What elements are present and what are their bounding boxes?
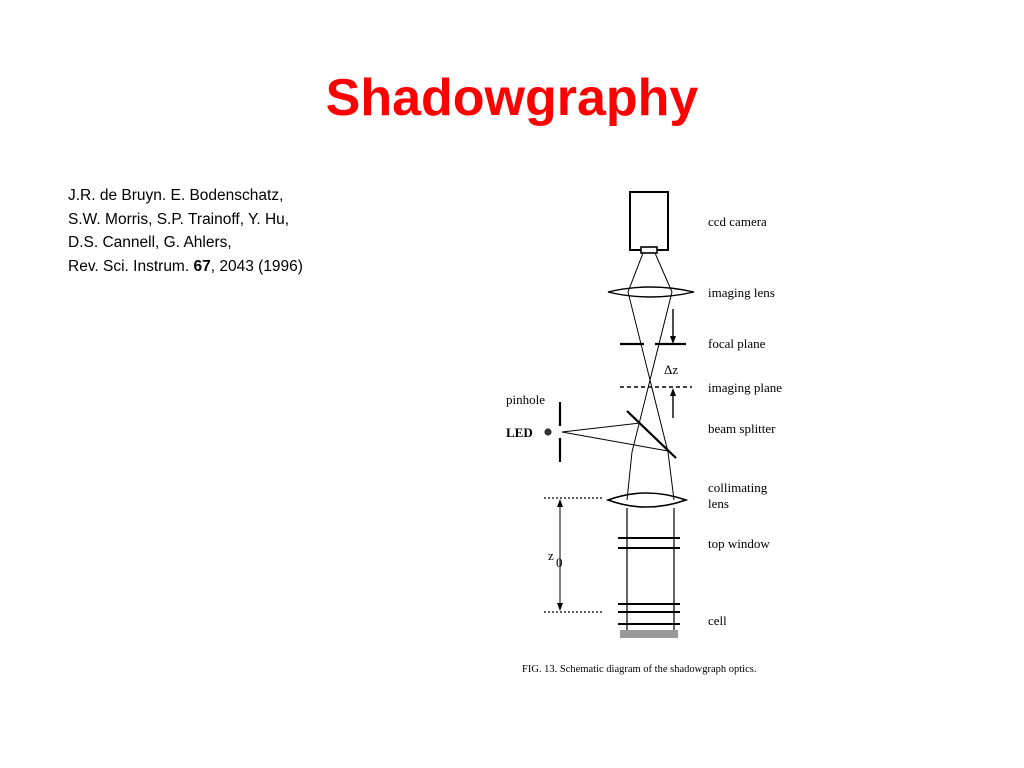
- label-z0-main: z: [548, 548, 554, 563]
- label-lens: lens: [708, 496, 729, 511]
- cell-bottom: [620, 630, 678, 638]
- imaging-lens: [608, 287, 694, 297]
- label-ccd-camera: ccd camera: [708, 214, 767, 229]
- beam-splitter: [627, 411, 676, 458]
- label-collimating: collimating: [708, 480, 768, 495]
- label-imaging-plane: imaging plane: [708, 380, 783, 395]
- led-icon: [544, 428, 551, 435]
- label-z0-subscript: 0: [556, 555, 563, 570]
- slide-title: Shadowgraphy: [325, 69, 699, 127]
- reference-volume: 67: [193, 257, 211, 275]
- ccd-camera-aperture: [641, 247, 657, 253]
- label-top-window: top window: [708, 536, 770, 551]
- label-beam-splitter: beam splitter: [708, 421, 776, 436]
- label-led: LED: [506, 425, 533, 440]
- reference-line-2: S.W. Morris, S.P. Trainoff, Y. Hu,: [68, 210, 290, 228]
- reference-line-1: J.R. de Bruyn. E. Bodenschatz,: [68, 187, 284, 204]
- figure-caption: FIG. 13. Schematic diagram of the shadowgraph optics.: [522, 664, 757, 675]
- reference-line-3: D.S. Cannell, G. Ahlers,: [68, 234, 232, 251]
- ccd-camera: [630, 192, 668, 250]
- label-z0: [548, 548, 554, 563]
- label-imaging-lens: imaging lens: [708, 285, 775, 300]
- label-focal-plane: focal plane: [708, 336, 766, 351]
- reference-pages-year: , 2043 (1996): [210, 257, 303, 275]
- reference-journal: Rev. Sci. Instrum.: [68, 257, 194, 275]
- label-cell: cell: [708, 613, 727, 628]
- label-pinhole: pinhole: [506, 392, 545, 407]
- collimating-lens: [608, 493, 686, 507]
- label-delta-z: Δz: [664, 362, 679, 377]
